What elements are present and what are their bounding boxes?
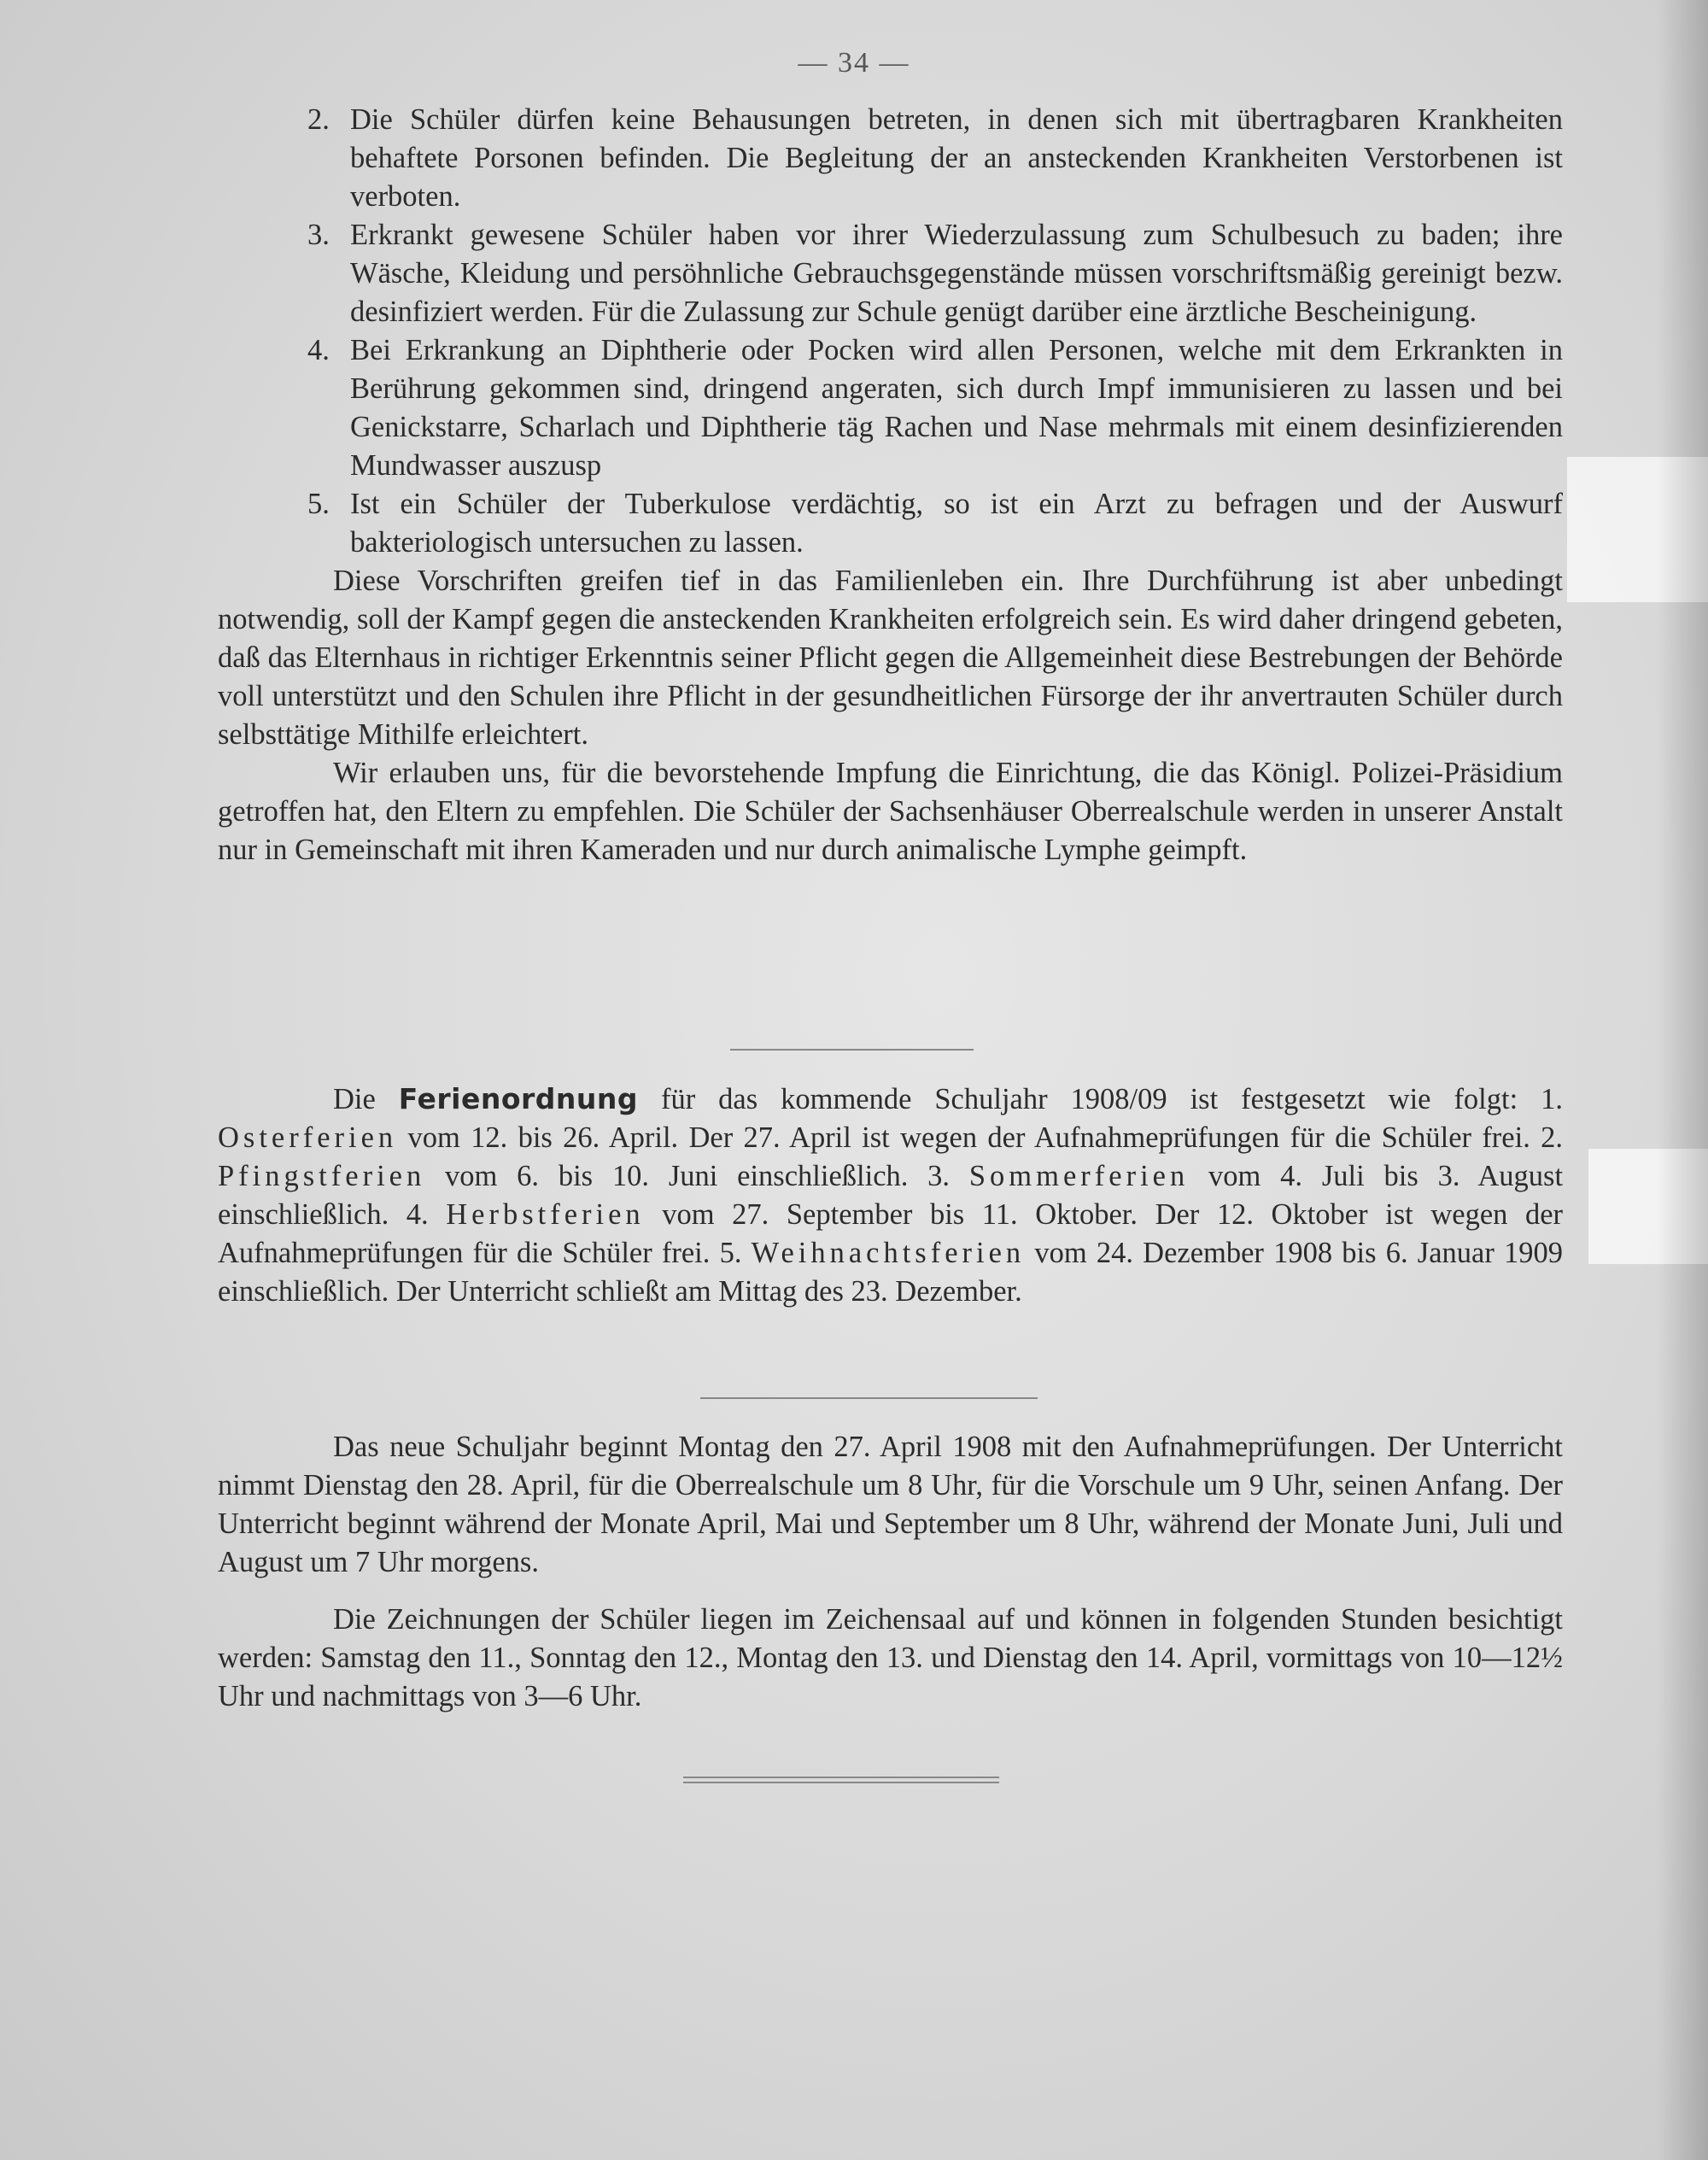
herbst-text: vom 27. September bis 11. Oktober. Der 12. Oktober ist wegen der Aufnahmeprüfungen für die Schüler frei. 5. <box>218 1198 1564 1269</box>
paragraph-zeichnungen: Die Zeichnungen der Schüler liegen im Zeichensaal auf und können in folgenden Stunden besichtigt werden: Samstag den 11., Sonntag den 12., Montag den 13. und Dienstag den 14. April, vormittags von 10—12½ Uhr und nachmittags von 3—6 Uhr. <box>218 1603 1563 1712</box>
list-item <box>218 101 1563 216</box>
ferien-intro-pre: Die <box>333 1083 376 1115</box>
list-number: 5. <box>307 488 330 520</box>
section-divider <box>700 1397 1038 1399</box>
list-text: Erkrankt gewesene Schüler haben vor ihrer Wiederzulassung zum Schulbesuch zu baden; ihre Wäsche, Kleidung und persöhnliche Gebrauchsgegenstände müssen vorschriftsmäßig gereinigt bezw. desinfiziert werden. Für die Zulassung zur Schule genügt darüber eine ärztliche Bescheinigung. <box>350 219 1563 328</box>
weihnacht-label: Weihnachtsferien <box>751 1237 1026 1269</box>
paragraph-impfung: Wir erlauben uns, für die bevorstehende Impfung die Einrichtung, die das Königl. Polizei-Präsidium getroffen hat, den Eltern zu empfehlen. Die Schüler der Sachsenhäuser Oberrealschule werden in unserer Anstalt nur in Gemeinschaft mit ihren Kameraden und nur durch animalische Lymphe geimpft. <box>218 757 1563 866</box>
sommer-text: vom 4. Juli bis 3. August einschließlich. 4. <box>218 1160 1564 1231</box>
weihnacht-text: vom 24. Dezember 1908 bis 6. Januar 1909 einschließlich. Der Unterricht schließt am Mittag des 23. Dezember. <box>218 1237 1564 1308</box>
list-item <box>218 331 1563 485</box>
ferien-intro-post: für das kommende Schuljahr 1908/09 ist festgesetzt wie folgt: 1. <box>660 1083 1564 1115</box>
page-number: — 34 — <box>798 47 910 79</box>
list-number: 4. <box>307 334 330 366</box>
paragraph-ferienordnung <box>218 1080 1563 1311</box>
list-item <box>218 216 1563 331</box>
list-text: Die Schüler dürfen keine Behausungen betreten, in denen sich mit übertragbaren Krankheiten behaftete Porsonen befinden. Die Begleitung der an ansteckenden Krankheiten Verstorbenen ist verboten. <box>350 103 1563 213</box>
oster-text: vom 12. bis 26. April. Der 27. April ist wegen der Aufnahmeprüfungen für die Schüler frei. 2. <box>407 1121 1564 1154</box>
list-number: 3. <box>307 219 330 251</box>
closing-divider <box>683 1777 999 1783</box>
paragraph-schuljahr: Das neue Schuljahr beginnt Montag den 27. April 1908 mit den Aufnahmeprüfungen. Der Unterricht nimmt Dienstag den 28. April, für die Oberrealschule um 8 Uhr, für die Vorschule um 9 Uhr, seinen Anfang. Der Unterricht beginnt während der Monate April, Mai und September um 8 Uhr, während der Monate Juni, Juli und August um 7 Uhr morgens. <box>218 1431 1563 1578</box>
list-number: 2. <box>307 103 330 136</box>
ferienordnung-section <box>218 1080 1563 1311</box>
page-edge-shadow <box>1657 0 1708 2160</box>
section-divider <box>730 1049 974 1051</box>
herbst-label: Herbstferien <box>446 1198 645 1231</box>
sommer-label: Sommerferien <box>968 1160 1190 1192</box>
list-item <box>218 485 1563 562</box>
oster-label: Osterferien <box>218 1121 398 1154</box>
paragraph-vorschriften: Diese Vorschriften greifen tief in das Familienleben ein. Ihre Durchführung ist aber unbedingt notwendig, soll der Kampf gegen die ansteckenden Krankheiten erfolgreich sein. Es wird daher dringend gebeten, daß das Elternhaus in richtiger Erkenntnis seiner Pflicht gegen die Allgemeinheit diese Bestrebungen der Behörde voll unterstützt und den Schulen ihre Pflicht in der gesundheitlichen Fürsorge der ihr anvertrauten Schüler durch selbsttätige Mithilfe erleichtert. <box>218 565 1563 751</box>
schuljahr-section <box>218 1428 1563 1716</box>
regulations-section <box>218 101 1563 869</box>
list-text: Ist ein Schüler der Tuberkulose verdächtig, so ist ein Arzt zu befragen und der Auswurf bakteriologisch untersuchen zu lassen. <box>350 488 1563 559</box>
ferien-title: Ferienordnung <box>398 1082 639 1115</box>
pfingst-text: vom 6. bis 10. Juni einschließlich. 3. <box>445 1160 951 1192</box>
pfingst-label: Pfingstferien <box>218 1160 426 1192</box>
list-text: Bei Erkrankung an Diphtherie oder Pocken wird allen Personen, welche mit dem Erkrankten in Berührung gekommen sind, dringend angeraten, sich durch Impf immunisieren zu lassen und bei Genickstarre, Scharlach und Diphtherie täg Rachen und Nase mehrmals mit einem desinfizierenden Mundwasser auszusp <box>350 334 1563 482</box>
